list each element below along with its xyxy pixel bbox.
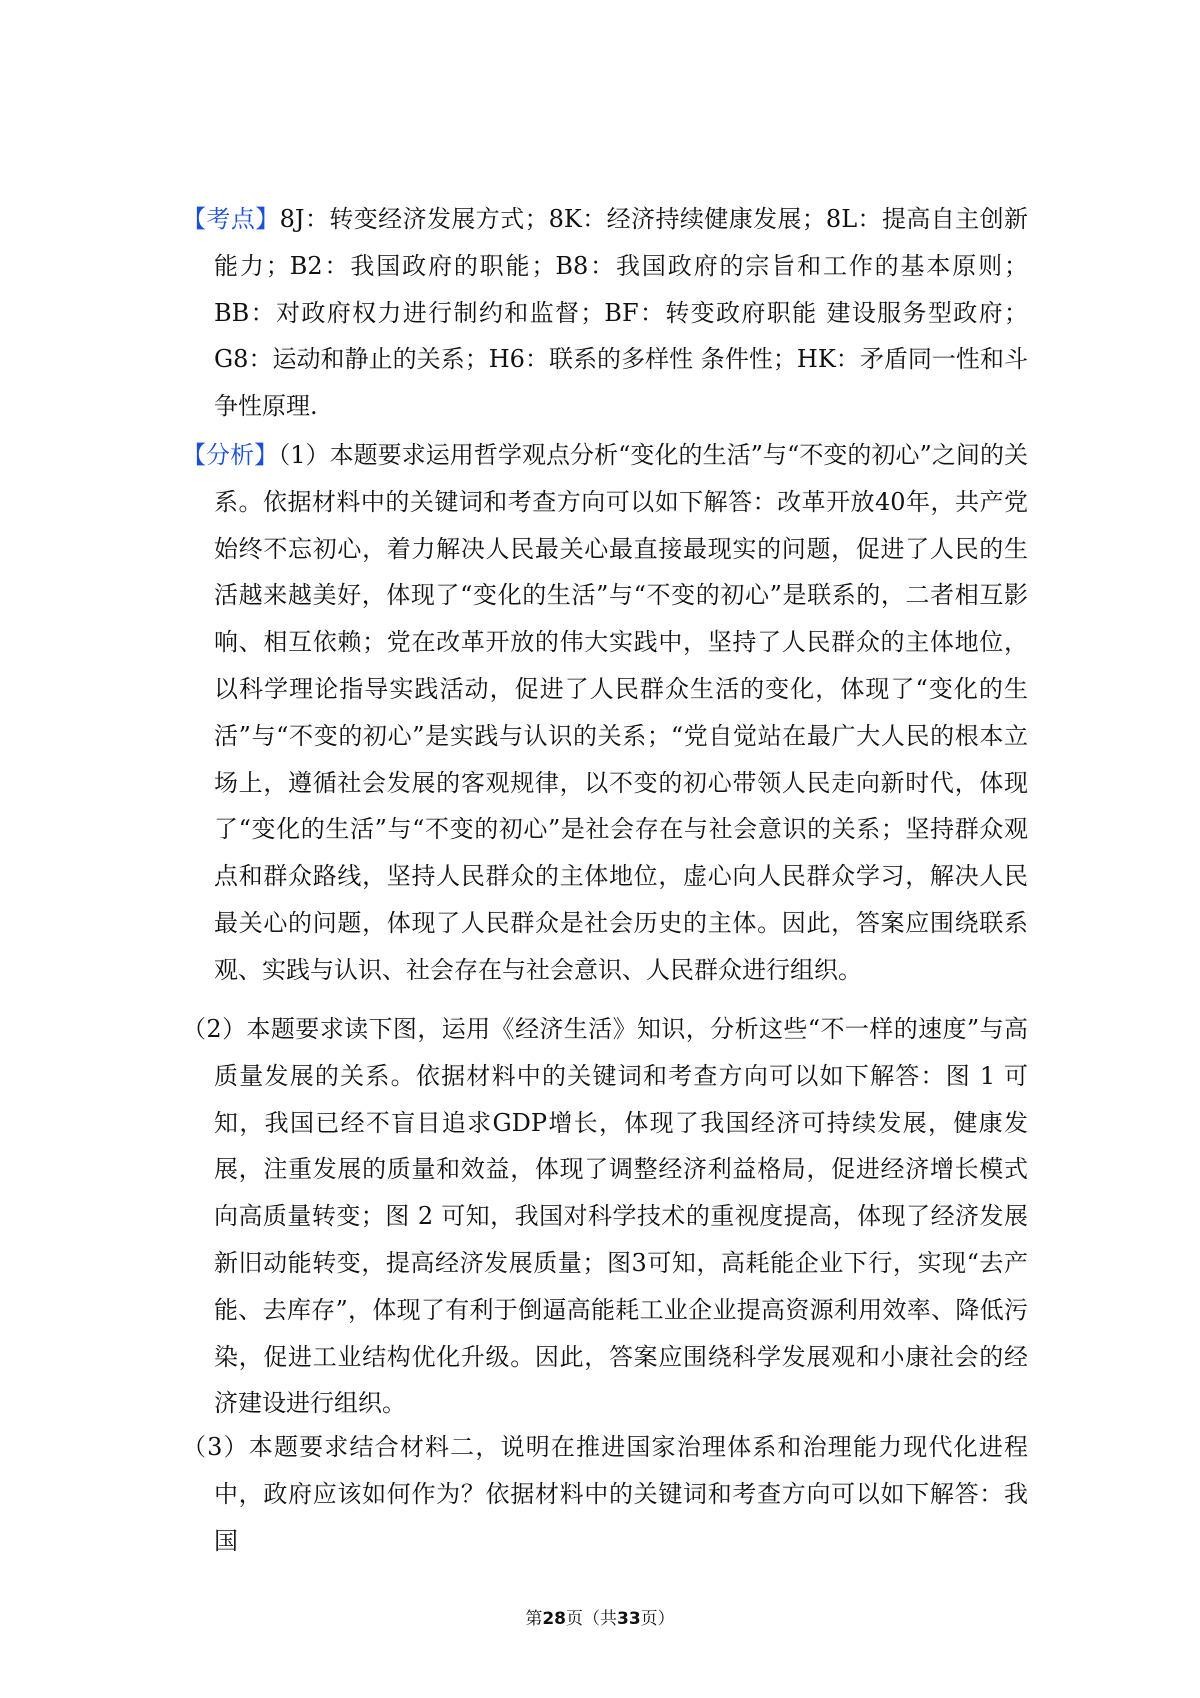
footer-page-number: 28 — [542, 1609, 566, 1629]
question-3-paragraph: （3）本题要求结合材料二，说明在推进国家治理体系和治理能力现代化进程中，政府应该如何作为？依据材料中的关键词和考查方向可以如下解答：我国 — [182, 1433, 1028, 1555]
footer-total-pages: 33 — [617, 1609, 641, 1629]
question-2-paragraph: （2）本题要求读下图，运用《经济生活》知识，分析这些“不一样的速度”与高质量发展的关系。依据材料中的关键词和考查方向可以如下解答：图 1 可知，我国已经不盲目追求GDP增长，体现了我国经济可持续发展，健康发展，注重发展的质量和效益，体现了调整经济利益格局，促进经济增长模式向高质量转变；图 2 可知，我国对科学技术的重视度提高，体现了经济发展新旧动能转变，提高经济发展质量；图3可知，高耗能企业下行，实现“去产能、去库存”，体现了有利于倒逼高能耗工业企业提高资源利用效率、降低污染，促进工业结构优化升级。因此，答案应围绕科学发展观和小康社会的经济建设进行组织。 — [182, 1015, 1028, 1418]
page-footer — [0, 1604, 1200, 1629]
question-2-section — [182, 1006, 1028, 1427]
kaodian-section — [182, 196, 1028, 430]
fenxi-paragraph — [182, 432, 1028, 994]
footer-suffix: 页） — [640, 1609, 675, 1629]
kaodian-paragraph — [182, 196, 1028, 430]
footer-mid: 页（共 — [566, 1609, 617, 1629]
kaodian-text: 8J：转变经济发展方式；8K：经济持续健康发展；8L：提高自主创新能力；B2：我国政府的职能；B8：我国政府的宗旨和工作的基本原则；BB：对政府权力进行制约和监督；BF：转变政府职能 建设服务型政府；G8：运动和静止的关系；H6：联系的多样性 条件性；HK：矛盾同一性和斗争性原理. — [214, 205, 1028, 421]
fenxi-text: （1）本题要求运用哲学观点分析“变化的生活”与“不变的初心”之间的关系。依据材料中的关键词和考查方向可以如下解答：改革开放40年，共产党始终不忘初心，着力解决人民最关心最直接最现实的问题，促进了人民的生活越来越美好，体现了“变化的生活”与“不变的初心”是联系的，二者相互影响、相互依赖；党在改革开放的伟大实践中，坚持了人民群众的主体地位，以科学理论指导实践活动，促进了人民群众生活的变化，体现了“变化的生活”与“不变的初心”是实践与认识的关系；“党自觉站在最广大人民的根本立场上，遵循社会发展的客观规律，以不变的初心带领人民走向新时代，体现了“变化的生活”与“不变的初心”是社会存在与社会意识的关系；坚持群众观点和群众路线，坚持人民群众的主体地位，虚心向人民群众学习，解决人民最关心的问题，体现了人民群众是社会历史的主体。因此，答案应围绕联系观、实践与认识、社会存在与社会意识、人民群众进行组织。 — [214, 441, 1028, 984]
fenxi-tag: 【分析】 — [182, 441, 279, 469]
kaodian-tag: 【考点】 — [182, 205, 280, 233]
fenxi-section — [182, 432, 1028, 994]
footer-prefix: 第 — [525, 1609, 543, 1629]
question-3-section — [182, 1424, 1028, 1564]
